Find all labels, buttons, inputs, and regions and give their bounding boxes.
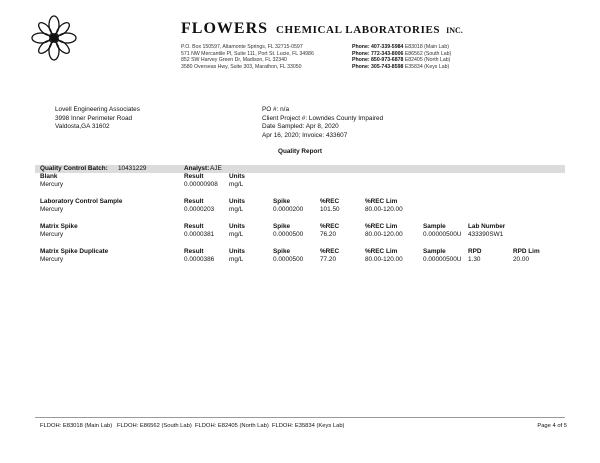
report-title: Quality Report — [277, 148, 323, 155]
phone-number: 772-343-8006 — [371, 50, 404, 57]
brand-subtitle: CHEMICAL LABORATORIES — [276, 24, 441, 36]
client-city: Valdosta,GA 31602 — [55, 123, 110, 131]
footer-divider — [35, 417, 565, 418]
column-header: Result — [184, 173, 204, 180]
brand-suffix: INC. — [446, 26, 463, 35]
qc-batch-value: 10431229 — [118, 165, 147, 172]
result-value: 0.0000203 — [184, 206, 215, 213]
rec-lim-value: 80.00-120.00 — [365, 206, 403, 213]
lab-addresses — [181, 44, 314, 70]
lab-brand — [181, 20, 463, 38]
result-value: 0.00000908 — [184, 181, 218, 188]
analyte-name: Mercury — [40, 206, 64, 213]
spike-value: 0.0000200 — [273, 206, 304, 213]
rec-lim-value: 80.00-120.00 — [365, 256, 403, 263]
phone-line: Phone: 772-343-8006 E86562 (South Lab) — [352, 50, 452, 57]
analyst-value: AJE — [210, 165, 222, 172]
analyte-name: Mercury — [40, 231, 64, 238]
column-header: Units — [229, 173, 245, 180]
result-value: 0.0000386 — [184, 256, 215, 263]
client-street: 3998 Inner Perimeter Road — [55, 114, 133, 122]
lcs-title: Laboratory Control Sample — [40, 198, 123, 205]
phone-cert: E82405 (North Lab) — [404, 57, 451, 64]
lab-phones — [352, 44, 451, 70]
ms-title: Matrix Spike — [40, 223, 78, 230]
column-header: Lab Number — [468, 223, 506, 230]
phone-number: 850-973-6878 — [371, 57, 404, 64]
units-value: mg/L — [229, 206, 244, 213]
column-header: Sample — [423, 248, 446, 255]
analyst-label: Analyst: — [184, 165, 210, 172]
column-header: %REC — [320, 223, 340, 230]
units-value: mg/L — [229, 256, 244, 263]
project-info — [262, 106, 383, 140]
spike-value: 0.0000500 — [273, 256, 304, 263]
column-header: %REC Lim — [365, 223, 398, 230]
phone-line: Phone: 850-973-6878 E82405 (North Lab) — [352, 57, 451, 64]
column-header: Result — [184, 223, 204, 230]
lab-number-value: 433390SW1 — [468, 231, 504, 238]
footer-certifications: FLDOH: E83018 (Main Lab) FLDOH: E86562 (South Lab) FLDOH: E82405 (North Lab) FLDOH: E35834 (Keys Lab) — [40, 423, 345, 429]
address-line: 571 NW Mercantile Pl, Suite 111, Port St. Lucie, FL 34986 — [181, 50, 314, 57]
column-header: Spike — [273, 248, 291, 255]
phone-number: 305-743-8598 — [371, 63, 404, 70]
client-address — [55, 106, 140, 132]
rec-value: 77.20 — [320, 256, 336, 263]
column-header: RPD Lim — [513, 248, 540, 255]
client-project: Client Project #: Lowndes County Impaired — [262, 114, 384, 122]
qc-batch-label: Quality Control Batch: — [40, 165, 108, 172]
column-header: RPD — [468, 248, 482, 255]
brand-name: FLOWERS — [181, 20, 269, 37]
column-header: Spike — [273, 198, 291, 205]
rpd-value: 1.30 — [468, 256, 481, 263]
column-header: %REC — [320, 198, 340, 205]
phone-cert: E86562 (South Lab) — [404, 50, 452, 57]
sample-value: 0.00000500U — [423, 231, 462, 238]
column-header: Units — [229, 198, 245, 205]
rpd-lim-value: 20.00 — [513, 256, 529, 263]
column-header: Spike — [273, 223, 291, 230]
spike-value: 0.0000500 — [273, 231, 304, 238]
result-value: 0.0000381 — [184, 231, 215, 238]
analyte-name: Mercury — [40, 256, 64, 263]
flower-logo-icon — [30, 14, 78, 62]
phone-cert: E83018 (Main Lab) — [404, 44, 449, 50]
address-line: 3580 Overseas Hwy, Suite 303, Marathon, FL 33050 — [181, 63, 302, 70]
column-header: Sample — [423, 223, 446, 230]
msd-title: Matrix Spike Duplicate — [40, 248, 109, 255]
client-name: Lovell Engineering Associates — [55, 106, 140, 113]
qc-batch-bar — [35, 165, 565, 173]
column-header: Units — [229, 248, 245, 255]
analyte-name: Mercury — [40, 181, 64, 188]
page-number: Page 4 of 5 — [537, 423, 567, 429]
column-header: %REC Lim — [365, 248, 398, 255]
rec-value: 76.20 — [320, 231, 336, 238]
column-header: %REC Lim — [365, 198, 398, 205]
phone-line: Phone: 407-339-5984 E83018 (Main Lab) — [352, 44, 449, 50]
address-line: P.O. Box 150597, Altamonte Springs, FL 32715-0597 — [181, 44, 303, 50]
phone-line: Phone: 305-743-8598 E35834 (Keys Lab) — [352, 63, 450, 70]
column-header: Result — [184, 198, 204, 205]
rec-lim-value: 80.00-120.00 — [365, 231, 403, 238]
blank-title: Blank — [40, 173, 58, 180]
column-header: Units — [229, 223, 245, 230]
units-value: mg/L — [229, 231, 244, 238]
date-sampled: Date Sampled: Apr 8, 2020 — [262, 123, 339, 131]
rec-value: 101.50 — [320, 206, 340, 213]
phone-cert: E35834 (Keys Lab) — [404, 63, 450, 70]
address-line: 852 SW Harvey Green Dr, Madison, FL 32340 — [181, 57, 287, 64]
invoice-line: Apr 16, 2020; Invoice: 433607 — [262, 131, 348, 139]
column-header: %REC — [320, 248, 340, 255]
sample-value: 0.00000500U — [423, 256, 462, 263]
phone-number: 407-339-5984 — [371, 44, 404, 50]
po-number: PO #: n/a — [262, 106, 289, 113]
column-header: Result — [184, 248, 204, 255]
units-value: mg/L — [229, 181, 244, 188]
